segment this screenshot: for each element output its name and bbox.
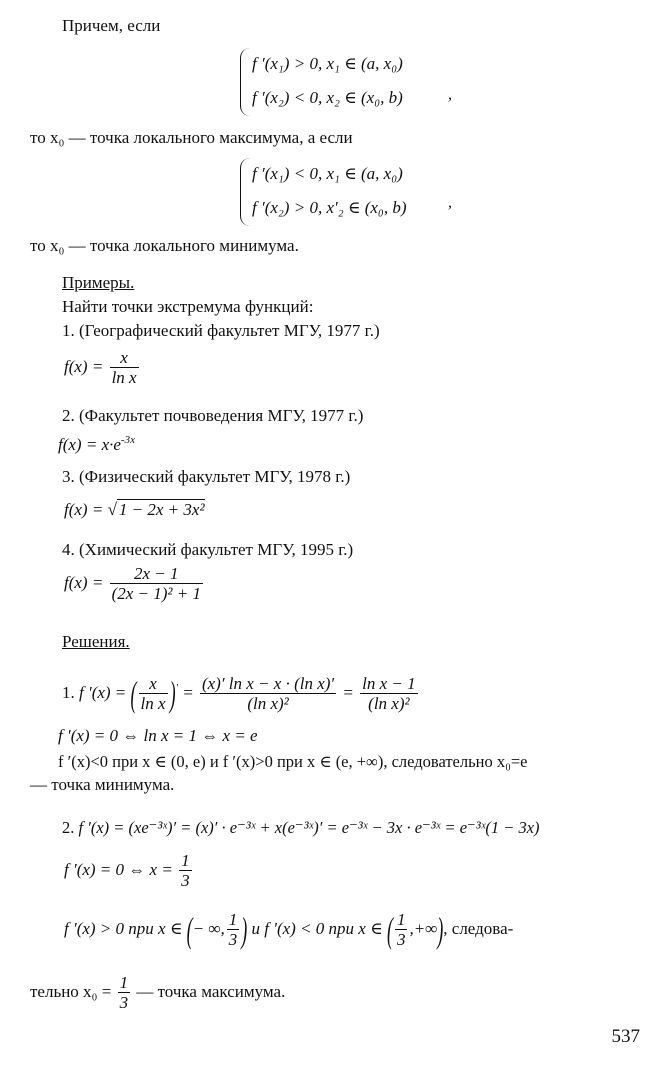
solution-1-conclusion: — точка минимума.	[30, 775, 175, 794]
solution-2-conclusion	[30, 972, 285, 1012]
example-3-formula	[64, 500, 205, 520]
formula-lhs: f(x) =	[64, 500, 104, 519]
fraction	[110, 565, 203, 603]
fraction-denominator: (ln x)²	[360, 693, 418, 713]
right-paren: )	[169, 674, 176, 715]
sqrt-radicand: 1 − 2x + 3x²	[118, 500, 205, 519]
prime-mark: ′	[175, 682, 178, 694]
system-tail: ,	[448, 86, 452, 103]
fraction	[118, 974, 131, 1012]
left-brace	[240, 48, 251, 116]
fraction-denominator: (ln x)²	[200, 693, 336, 713]
task-text: Найти точки экстремума функций:	[62, 297, 314, 316]
conclusion-left: тельно x₀ =	[30, 982, 112, 1001]
solution-2-zero	[64, 850, 194, 890]
left-brace	[240, 158, 251, 226]
fraction	[227, 911, 240, 949]
solution-1-derivative	[62, 667, 420, 715]
fraction-denominator: (2x − 1)² + 1	[111, 584, 201, 604]
fraction	[360, 675, 418, 713]
solution-2-derivative	[62, 818, 540, 838]
example-2-formula	[58, 430, 135, 455]
fraction-numerator: x	[120, 348, 128, 368]
fraction-numerator: 2x − 1	[134, 564, 179, 584]
fraction-numerator: 1	[228, 910, 238, 930]
system-row: f ′(x₂) < 0, x₂ ∈ (x₀, b)	[252, 88, 403, 107]
sign-tail: , следова-	[443, 919, 514, 938]
fraction-numerator: 1	[119, 973, 129, 993]
fraction	[179, 852, 192, 890]
solution-label: 1.	[62, 683, 75, 702]
solutions-heading: Решения.	[62, 632, 130, 651]
right-paren: )	[437, 910, 444, 951]
system-row: f ′(x₂) > 0, x′₂ ∈ (x₀, b)	[252, 198, 407, 217]
formula-body: f(x) = x·e	[58, 435, 121, 454]
fraction-numerator: x	[149, 674, 157, 694]
fraction-denominator: 3	[119, 993, 129, 1013]
derivative-expression: f ′(x) = (xe⁻³ˣ)′ = (x)′ · e⁻³ˣ + x(e⁻³ˣ)′ = e⁻³ˣ − 3x · e⁻³ˣ = e⁻³ˣ(1 − 3x)	[78, 818, 540, 837]
fraction	[395, 911, 408, 949]
equals-sign: =	[182, 683, 194, 702]
fraction-denominator: ln x	[111, 368, 137, 388]
derivative-lhs: f ′(x) =	[79, 683, 127, 702]
fraction	[200, 675, 336, 713]
interval-left: − ∞,	[192, 919, 225, 938]
formula-lhs: f(x) =	[64, 573, 104, 592]
fraction-numerator: 1	[396, 910, 406, 930]
fraction-denominator: 3	[228, 930, 238, 950]
example-2-title: 2. (Факультет почвоведения МГУ, 1977 г.)	[62, 406, 364, 425]
fraction-denominator: 3	[396, 930, 406, 950]
zero-lhs: f ′(x) = 0 ⇔ x =	[64, 860, 173, 879]
min-condition-text: то x₀ — точка локального минимума.	[30, 236, 299, 255]
fraction-denominator: ln x	[140, 694, 166, 714]
conclusion-right: — точка максимума.	[136, 982, 286, 1001]
left-paren: (	[186, 910, 193, 951]
solution-1-zero: f ′(x) = 0 ⇔ ln x = 1 ⇔ x = e	[58, 726, 258, 745]
solution-label: 2.	[62, 818, 75, 837]
page-number: 537	[611, 1026, 640, 1047]
fraction-numerator: (x)′ ln x − x · (ln x)′	[201, 674, 335, 694]
fraction	[110, 349, 139, 387]
right-paren: )	[241, 910, 248, 951]
max-condition-text: то x₀ — точка локального максимума, а если	[30, 128, 353, 147]
formula-lhs: f(x) =	[64, 357, 104, 376]
formula-exponent: -3x	[120, 434, 135, 446]
example-4-title: 4. (Химический факультет МГУ, 1995 г.)	[62, 540, 354, 559]
system-row: f ′(x₁) > 0, x₁ ∈ (a, x₀)	[252, 54, 403, 73]
left-paren: (	[130, 674, 137, 715]
sign-text: и f ′(x) < 0 при x ∈	[251, 919, 383, 938]
sign-text: f ′(x) > 0 при x ∈	[64, 919, 183, 938]
sqrt-sign: √	[107, 500, 117, 519]
example-1-formula	[64, 348, 141, 387]
example-3-title: 3. (Физический факультет МГУ, 1978 г.)	[62, 467, 351, 486]
fraction-numerator: ln x − 1	[362, 674, 416, 694]
example-1-title: 1. (Географический факультет МГУ, 1977 г.)	[62, 321, 380, 340]
system-tail: ,	[448, 194, 452, 211]
solution-2-sign	[64, 908, 513, 951]
system-row: f ′(x₁) < 0, x₁ ∈ (a, x₀)	[252, 164, 403, 183]
condition-system-min	[240, 158, 470, 226]
fraction-numerator: 1	[181, 851, 190, 871]
fraction-denominator: 3	[181, 871, 190, 891]
fraction	[139, 675, 168, 713]
interval-right: ,+∞	[409, 919, 438, 938]
example-4-formula	[64, 563, 205, 603]
condition-system-max	[240, 48, 470, 116]
examples-heading: Примеры.	[62, 273, 135, 292]
left-paren: (	[386, 910, 393, 951]
intro-text: Причем, если	[62, 16, 161, 35]
equals-sign: =	[342, 683, 354, 702]
solution-1-sign: f ′(x)<0 при x ∈ (0, e) и f ′(x)>0 при x ∈ (e, +∞), следовательно x₀=e	[58, 752, 528, 771]
